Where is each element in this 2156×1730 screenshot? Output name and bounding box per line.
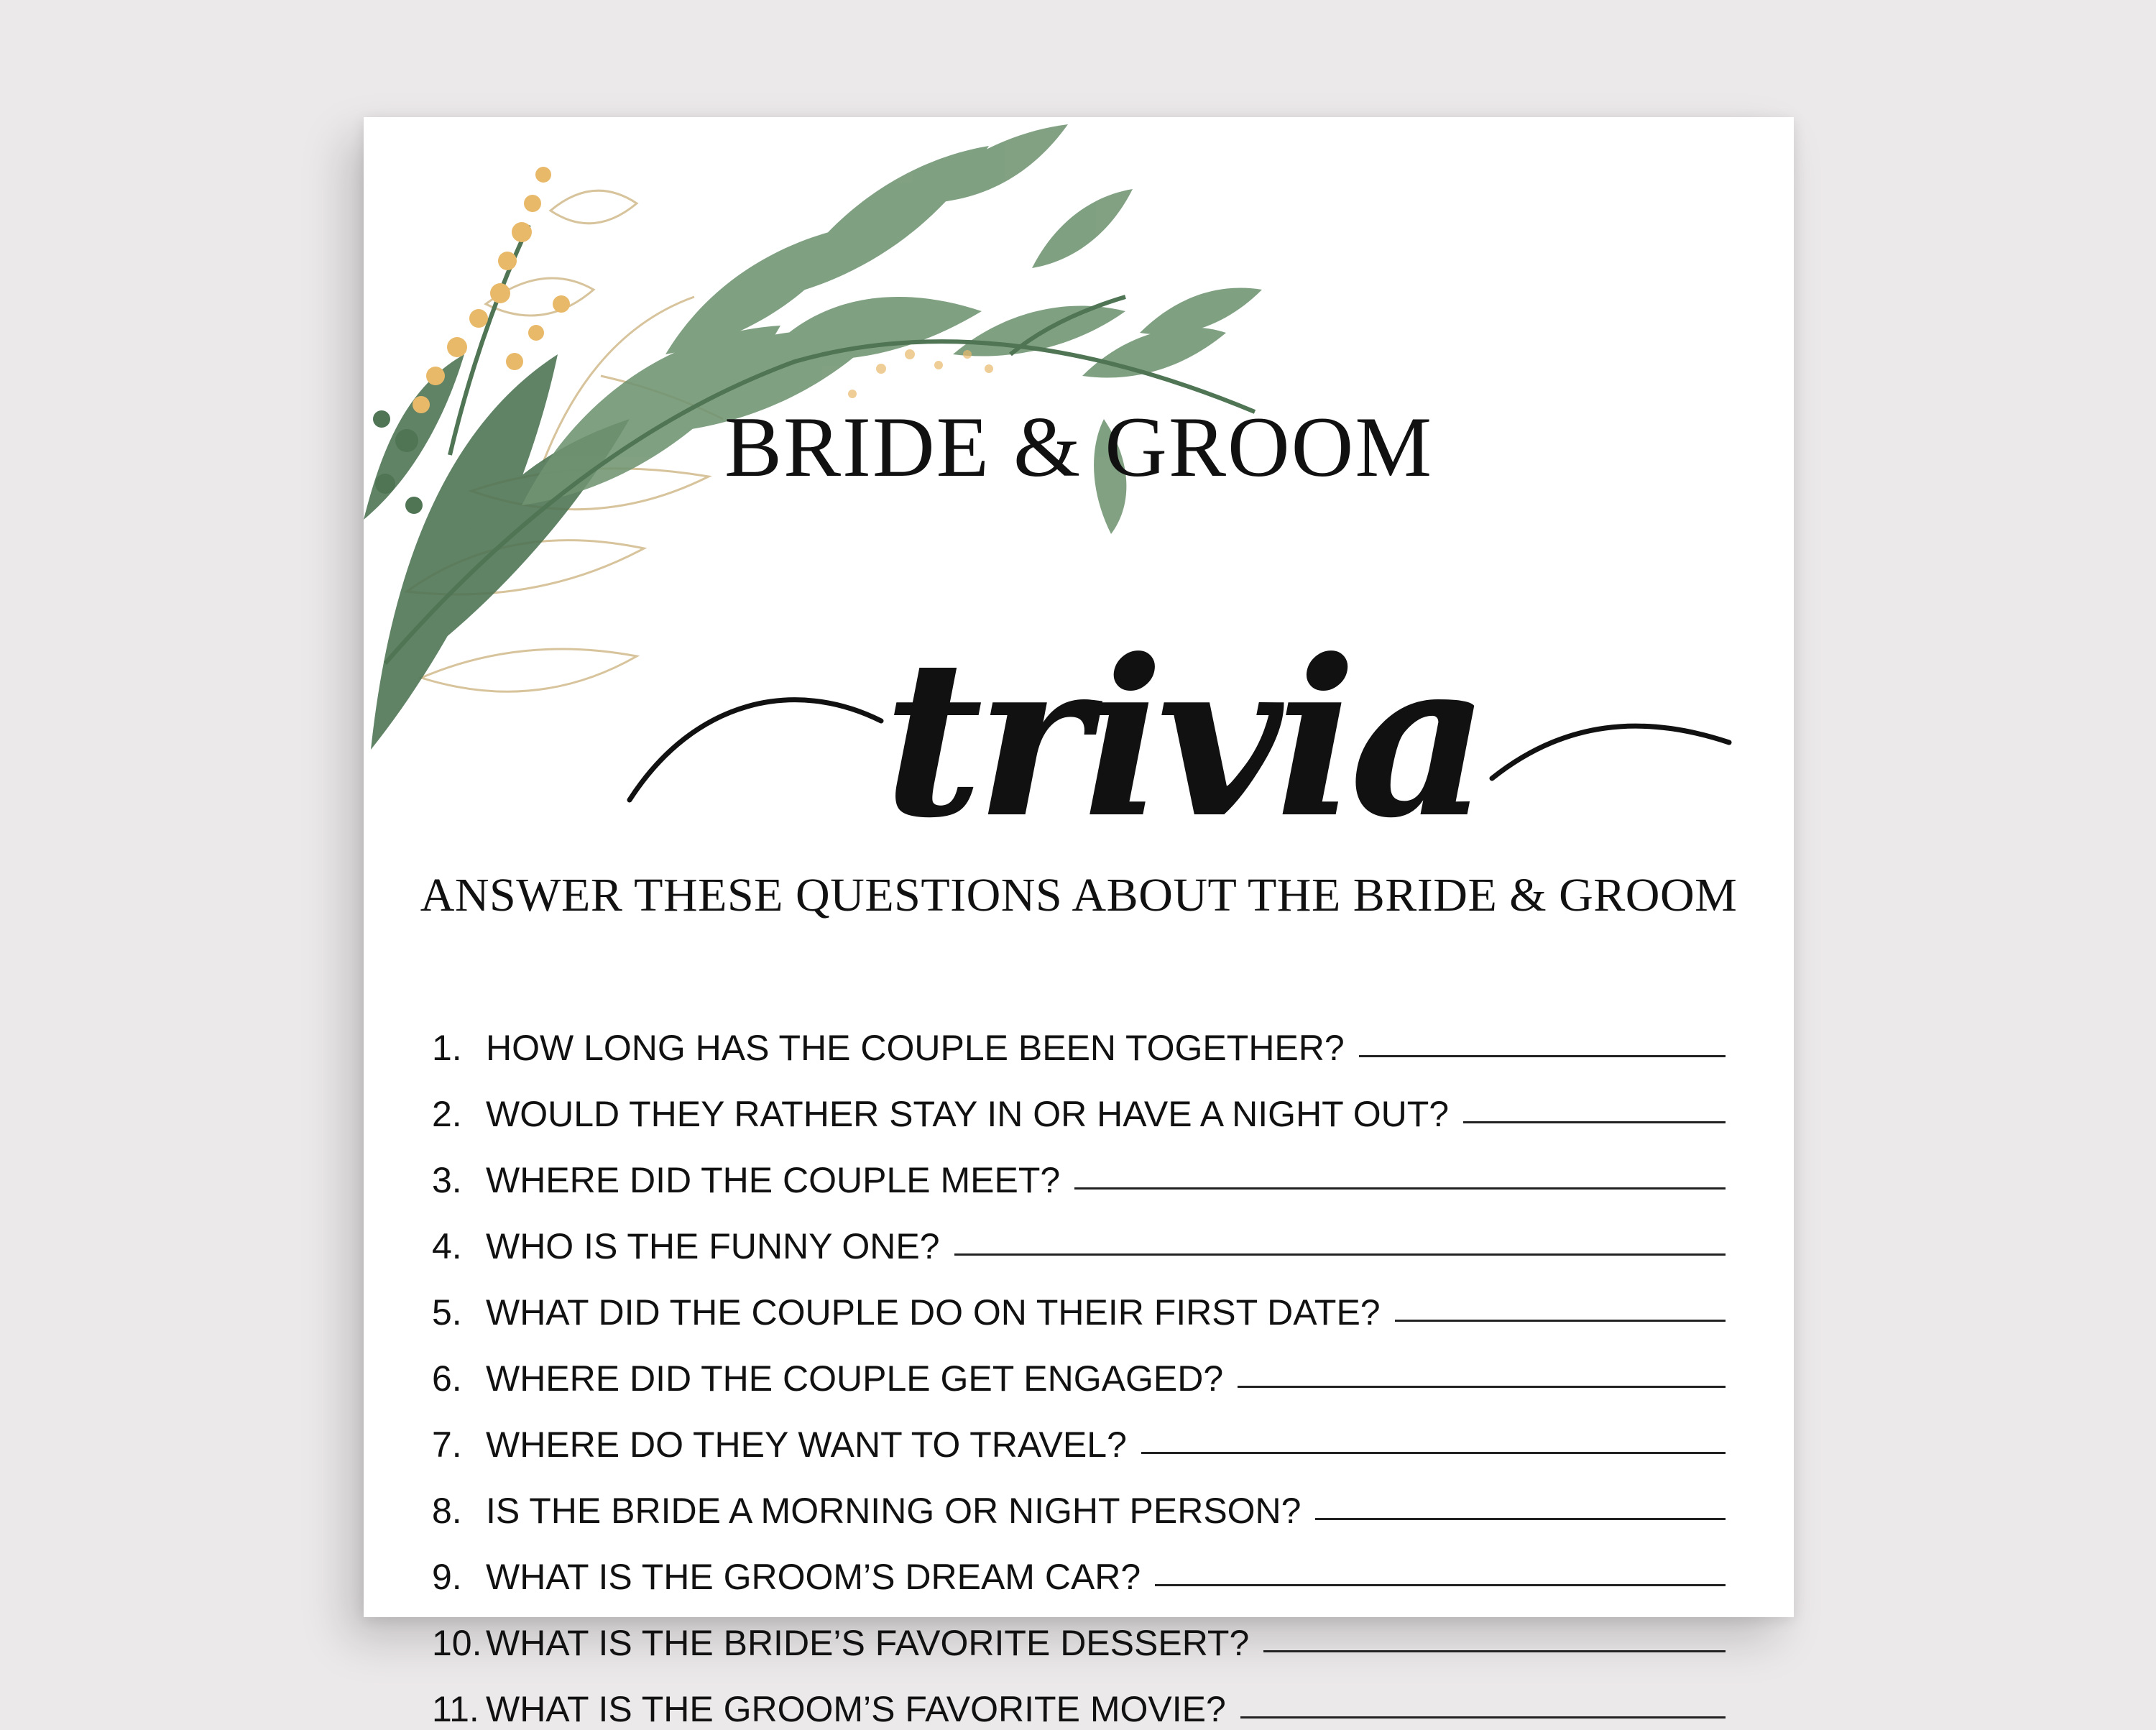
answer-line[interactable]: [1155, 1584, 1726, 1586]
question-text: WHO IS THE FUNNY ONE?: [486, 1226, 940, 1266]
answer-line[interactable]: [1074, 1187, 1726, 1190]
question-number: 9.: [432, 1557, 462, 1597]
question-number: 11.: [432, 1689, 479, 1729]
left-swash: [630, 700, 881, 800]
right-swash: [1492, 726, 1729, 778]
question-row: [432, 1069, 1726, 1135]
question-text: WHERE DID THE COUPLE MEET?: [486, 1160, 1061, 1200]
trivia-card: [364, 117, 1794, 1729]
question-number: 1.: [432, 1028, 462, 1068]
question-number: 10.: [432, 1623, 482, 1663]
answer-line[interactable]: [1238, 1386, 1726, 1388]
question-number: 2.: [432, 1094, 462, 1134]
answer-line[interactable]: [1463, 1121, 1726, 1123]
answer-line[interactable]: [954, 1253, 1726, 1256]
page-title: BRIDE & GROOM: [724, 399, 1434, 494]
question-row: [432, 1333, 1726, 1399]
question-number: 6.: [432, 1358, 462, 1399]
question-row: [432, 1598, 1726, 1664]
question-row: [432, 1135, 1726, 1201]
question-text: WHAT IS THE GROOM’S DREAM CAR?: [486, 1557, 1141, 1597]
question-row: [432, 1532, 1726, 1598]
question-text: WHERE DO THEY WANT TO TRAVEL?: [486, 1425, 1127, 1465]
question-row: [432, 1267, 1726, 1333]
answer-line[interactable]: [1263, 1650, 1726, 1652]
script-title-word: trivia: [883, 612, 1483, 865]
answer-line[interactable]: [1141, 1452, 1726, 1454]
answer-line[interactable]: [1240, 1716, 1726, 1719]
script-title: [608, 613, 1758, 865]
question-number: 7.: [432, 1425, 462, 1465]
question-text: WOULD THEY RATHER STAY IN OR HAVE A NIGHT OUT?: [486, 1094, 1450, 1134]
question-row: [432, 1201, 1726, 1267]
question-row: [432, 1664, 1726, 1730]
question-number: 8.: [432, 1491, 462, 1531]
question-row: [432, 1466, 1726, 1532]
question-number: 3.: [432, 1160, 462, 1200]
instructions: ANSWER THESE QUESTIONS ABOUT THE BRIDE & GROOM: [420, 869, 1738, 921]
question-text: WHAT IS THE BRIDE’S FAVORITE DESSERT?: [486, 1623, 1250, 1663]
answer-line[interactable]: [1359, 1055, 1726, 1057]
question-text: HOW LONG HAS THE COUPLE BEEN TOGETHER?: [486, 1028, 1345, 1068]
question-text: WHERE DID THE COUPLE GET ENGAGED?: [486, 1358, 1224, 1399]
answer-line[interactable]: [1395, 1320, 1726, 1322]
question-text: WHAT IS THE GROOM’S FAVORITE MOVIE?: [486, 1689, 1226, 1729]
answer-line[interactable]: [1315, 1518, 1726, 1520]
question-list: [432, 1003, 1726, 1730]
question-row: [432, 1399, 1726, 1466]
question-text: WHAT DID THE COUPLE DO ON THEIR FIRST DATE?: [486, 1292, 1381, 1333]
question-row: [432, 1003, 1726, 1069]
question-text: IS THE BRIDE A MORNING OR NIGHT PERSON?: [486, 1491, 1302, 1531]
question-number: 4.: [432, 1226, 462, 1266]
question-number: 5.: [432, 1292, 462, 1333]
